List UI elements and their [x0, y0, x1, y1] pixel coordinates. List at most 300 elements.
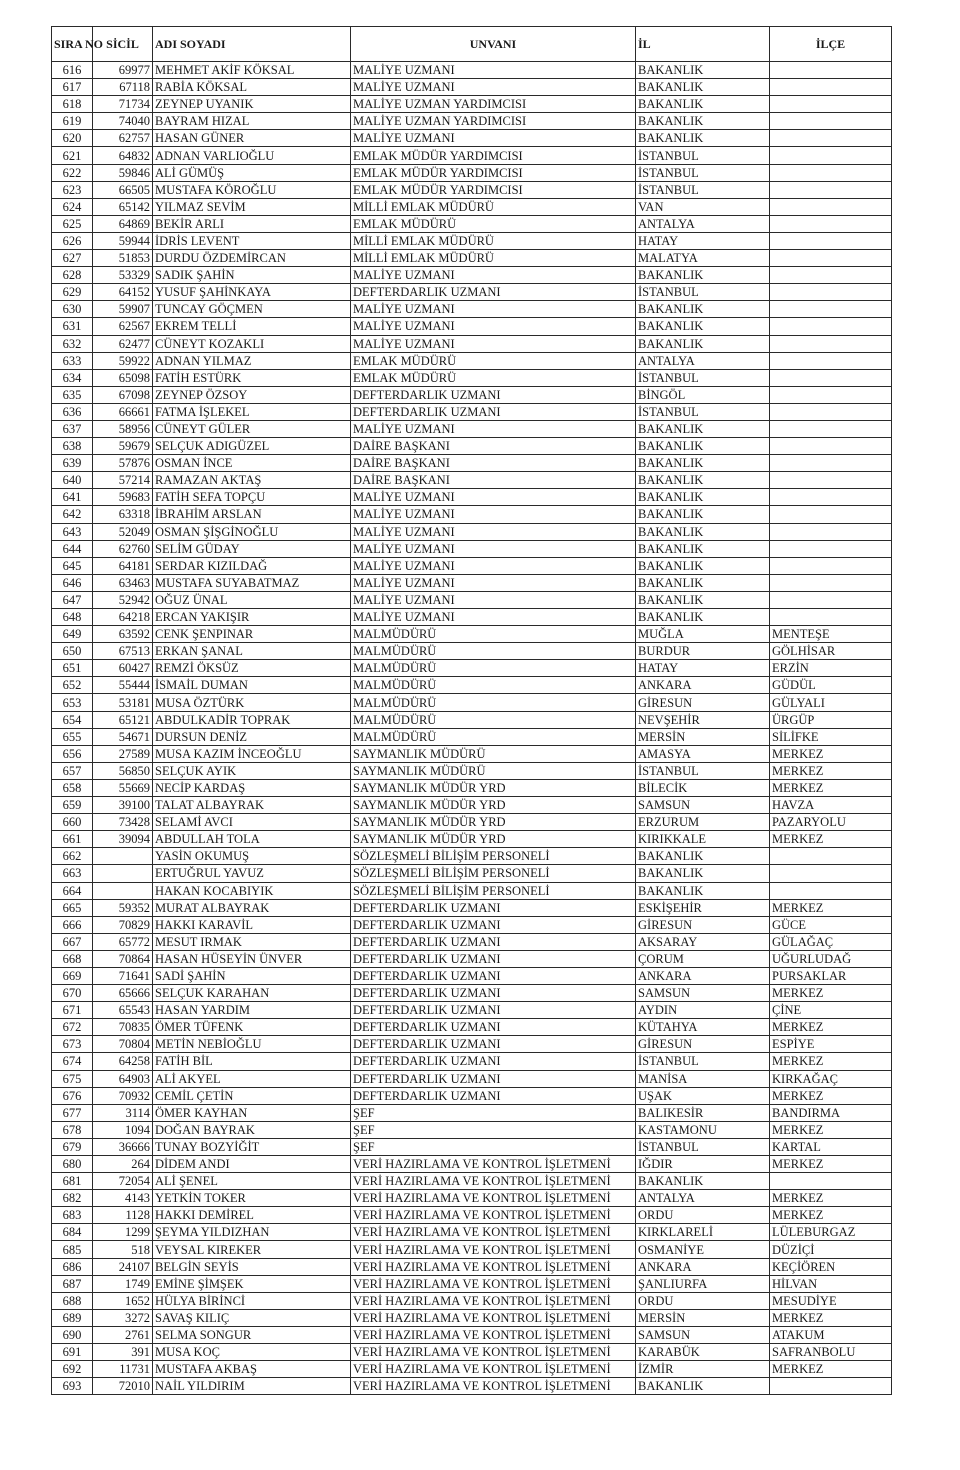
cell-ilce: [770, 523, 892, 540]
cell-unvani: MALİYE UZMANI: [351, 574, 636, 591]
cell-sira-no: 679: [52, 1138, 93, 1155]
cell-il: BAKANLIK: [636, 79, 770, 96]
cell-adi-soyadi: SADİ ŞAHİN: [153, 967, 351, 984]
cell-adi-soyadi: TUNAY BOZYİĞİT: [153, 1138, 351, 1155]
cell-sicil: [93, 882, 153, 899]
table-row: [52, 164, 892, 181]
cell-adi-soyadi: ERTUĞRUL YAVUZ: [153, 865, 351, 882]
cell-unvani: MALİYE UZMANI: [351, 506, 636, 523]
table-row: [52, 540, 892, 557]
table-row: [52, 250, 892, 267]
cell-adi-soyadi: ZEYNEP ÖZSOY: [153, 386, 351, 403]
cell-sicil: 3272: [93, 1309, 153, 1326]
cell-unvani: MALİYE UZMANI: [351, 130, 636, 147]
cell-il: AMASYA: [636, 745, 770, 762]
cell-il: GİRESUN: [636, 694, 770, 711]
cell-ilce: [770, 79, 892, 96]
cell-il: BİNGÖL: [636, 386, 770, 403]
cell-sicil: 57876: [93, 455, 153, 472]
cell-sira-no: 691: [52, 1344, 93, 1361]
cell-adi-soyadi: SELİM GÜDAY: [153, 540, 351, 557]
cell-ilce: MERKEZ: [770, 985, 892, 1002]
cell-il: ÇORUM: [636, 950, 770, 967]
cell-adi-soyadi: DOĞAN BAYRAK: [153, 1121, 351, 1138]
cell-adi-soyadi: CÜNEYT KOZAKLI: [153, 335, 351, 352]
cell-sicil: 60427: [93, 660, 153, 677]
cell-unvani: DEFTERDARLIK UZMANI: [351, 899, 636, 916]
cell-il: MERSİN: [636, 1309, 770, 1326]
cell-adi-soyadi: REMZİ ÖKSÜZ: [153, 660, 351, 677]
table-row: [52, 318, 892, 335]
cell-adi-soyadi: SELÇUK AYIK: [153, 762, 351, 779]
cell-adi-soyadi: BAYRAM HIZAL: [153, 113, 351, 130]
cell-sicil: 1094: [93, 1121, 153, 1138]
cell-unvani: MALİYE UZMANI: [351, 523, 636, 540]
cell-il: BAKANLIK: [636, 489, 770, 506]
cell-adi-soyadi: BELGİN SEYİS: [153, 1258, 351, 1275]
cell-sicil: 66661: [93, 403, 153, 420]
cell-ilce: GÜDÜL: [770, 677, 892, 694]
cell-unvani: DEFTERDARLIK UZMANI: [351, 916, 636, 933]
cell-adi-soyadi: SADIK ŞAHİN: [153, 267, 351, 284]
cell-sira-no: 622: [52, 164, 93, 181]
cell-ilce: [770, 1173, 892, 1190]
cell-sicil: 64218: [93, 609, 153, 626]
cell-sira-no: 657: [52, 762, 93, 779]
cell-unvani: MİLLİ EMLAK MÜDÜRÜ: [351, 198, 636, 215]
cell-adi-soyadi: ADNAN YILMAZ: [153, 352, 351, 369]
cell-sicil: 518: [93, 1241, 153, 1258]
cell-sicil: 64869: [93, 215, 153, 232]
cell-unvani: MİLLİ EMLAK MÜDÜRÜ: [351, 250, 636, 267]
table-row: [52, 438, 892, 455]
cell-sicil: 65142: [93, 198, 153, 215]
cell-ilce: [770, 113, 892, 130]
cell-il: BAKANLIK: [636, 62, 770, 79]
cell-unvani: VERİ HAZIRLAMA VE KONTROL İŞLETMENİ: [351, 1344, 636, 1361]
cell-sicil: 59352: [93, 899, 153, 916]
cell-il: KASTAMONU: [636, 1121, 770, 1138]
table-row: [52, 1173, 892, 1190]
cell-sicil: 67118: [93, 79, 153, 96]
cell-adi-soyadi: MURAT ALBAYRAK: [153, 899, 351, 916]
cell-ilce: KIRKAĞAÇ: [770, 1070, 892, 1087]
cell-ilce: [770, 472, 892, 489]
cell-adi-soyadi: ZEYNEP UYANIK: [153, 96, 351, 113]
table-row: [52, 386, 892, 403]
table-row: [52, 1121, 892, 1138]
cell-unvani: SÖZLEŞMELİ BİLİŞİM PERSONELİ: [351, 865, 636, 882]
cell-il: BAKANLIK: [636, 318, 770, 335]
cell-sicil: 24107: [93, 1258, 153, 1275]
cell-sicil: 67098: [93, 386, 153, 403]
cell-unvani: MALİYE UZMANI: [351, 335, 636, 352]
table-row: [52, 1309, 892, 1326]
table-row: [52, 147, 892, 164]
table-row: [52, 797, 892, 814]
table-row: [52, 660, 892, 677]
cell-unvani: VERİ HAZIRLAMA VE KONTROL İŞLETMENİ: [351, 1173, 636, 1190]
cell-unvani: MALİYE UZMANI: [351, 267, 636, 284]
cell-unvani: VERİ HAZIRLAMA VE KONTROL İŞLETMENİ: [351, 1292, 636, 1309]
cell-unvani: EMLAK MÜDÜRÜ: [351, 352, 636, 369]
cell-il: İSTANBUL: [636, 284, 770, 301]
cell-unvani: MALİYE UZMANI: [351, 489, 636, 506]
cell-sira-no: 650: [52, 643, 93, 660]
table-row: [52, 609, 892, 626]
cell-sira-no: 674: [52, 1053, 93, 1070]
cell-il: NEVŞEHİR: [636, 711, 770, 728]
cell-unvani: VERİ HAZIRLAMA VE KONTROL İŞLETMENİ: [351, 1190, 636, 1207]
cell-sicil: 64832: [93, 147, 153, 164]
cell-il: AKSARAY: [636, 933, 770, 950]
cell-sira-no: 618: [52, 96, 93, 113]
cell-unvani: MALİYE UZMAN YARDIMCISI: [351, 113, 636, 130]
table-row: [52, 489, 892, 506]
table-row: [52, 472, 892, 489]
cell-sicil: 74040: [93, 113, 153, 130]
cell-sira-no: 654: [52, 711, 93, 728]
cell-sira-no: 655: [52, 728, 93, 745]
table-row: [52, 950, 892, 967]
cell-unvani: DEFTERDARLIK UZMANI: [351, 933, 636, 950]
cell-unvani: MALMÜDÜRÜ: [351, 660, 636, 677]
cell-sira-no: 687: [52, 1275, 93, 1292]
cell-unvani: EMLAK MÜDÜR YARDIMCISI: [351, 147, 636, 164]
cell-adi-soyadi: SELAMİ AVCI: [153, 814, 351, 831]
cell-il: BAKANLIK: [636, 301, 770, 318]
table-row: [52, 1275, 892, 1292]
cell-adi-soyadi: METİN NEBİOĞLU: [153, 1036, 351, 1053]
cell-unvani: MİLLİ EMLAK MÜDÜRÜ: [351, 232, 636, 249]
cell-adi-soyadi: MUSTAFA AKBAŞ: [153, 1361, 351, 1378]
cell-sira-no: 647: [52, 591, 93, 608]
cell-il: KARABÜK: [636, 1344, 770, 1361]
cell-sicil: 73428: [93, 814, 153, 831]
cell-sira-no: 688: [52, 1292, 93, 1309]
header-ilce: İLÇE: [770, 27, 892, 62]
cell-sira-no: 627: [52, 250, 93, 267]
cell-sira-no: 645: [52, 557, 93, 574]
cell-ilce: LÜLEBURGAZ: [770, 1224, 892, 1241]
cell-sira-no: 623: [52, 181, 93, 198]
cell-ilce: MERKEZ: [770, 899, 892, 916]
cell-adi-soyadi: FATİH SEFA TOPÇU: [153, 489, 351, 506]
cell-sira-no: 658: [52, 779, 93, 796]
cell-adi-soyadi: HASAN HÜSEYİN ÜNVER: [153, 950, 351, 967]
cell-sicil: 59846: [93, 164, 153, 181]
cell-sicil: 65121: [93, 711, 153, 728]
cell-il: İSTANBUL: [636, 369, 770, 386]
cell-adi-soyadi: FATMA İŞLEKEL: [153, 403, 351, 420]
table-row: [52, 1378, 892, 1395]
cell-sicil: 62760: [93, 540, 153, 557]
table-row: [52, 1053, 892, 1070]
cell-ilce: MERKEZ: [770, 1053, 892, 1070]
cell-sicil: 72010: [93, 1378, 153, 1395]
table-row: [52, 369, 892, 386]
cell-il: BAKANLIK: [636, 1173, 770, 1190]
cell-il: ANKARA: [636, 677, 770, 694]
cell-unvani: MALMÜDÜRÜ: [351, 626, 636, 643]
cell-sicil: 70932: [93, 1087, 153, 1104]
cell-sicil: 64152: [93, 284, 153, 301]
cell-sira-no: 628: [52, 267, 93, 284]
cell-unvani: MALİYE UZMANI: [351, 591, 636, 608]
cell-il: BAKANLIK: [636, 455, 770, 472]
cell-il: İSTANBUL: [636, 181, 770, 198]
cell-unvani: VERİ HAZIRLAMA VE KONTROL İŞLETMENİ: [351, 1156, 636, 1173]
cell-sira-no: 635: [52, 386, 93, 403]
cell-ilce: [770, 557, 892, 574]
cell-adi-soyadi: MEHMET AKİF KÖKSAL: [153, 62, 351, 79]
table-row: [52, 762, 892, 779]
cell-il: BAKANLIK: [636, 438, 770, 455]
cell-adi-soyadi: SELÇUK KARAHAN: [153, 985, 351, 1002]
cell-ilce: [770, 198, 892, 215]
cell-ilce: MERKEZ: [770, 1087, 892, 1104]
cell-sira-no: 651: [52, 660, 93, 677]
cell-sira-no: 646: [52, 574, 93, 591]
cell-sira-no: 676: [52, 1087, 93, 1104]
cell-ilce: DÜZİÇİ: [770, 1241, 892, 1258]
cell-unvani: SÖZLEŞMELİ BİLİŞİM PERSONELİ: [351, 882, 636, 899]
cell-il: İSTANBUL: [636, 403, 770, 420]
cell-sicil: 1128: [93, 1207, 153, 1224]
cell-adi-soyadi: YILMAZ SEVİM: [153, 198, 351, 215]
cell-il: ANKARA: [636, 1258, 770, 1275]
cell-ilce: HAVZA: [770, 797, 892, 814]
cell-adi-soyadi: TALAT ALBAYRAK: [153, 797, 351, 814]
cell-sira-no: 621: [52, 147, 93, 164]
cell-ilce: SİLİFKE: [770, 728, 892, 745]
cell-sira-no: 661: [52, 831, 93, 848]
cell-ilce: MERKEZ: [770, 779, 892, 796]
table-row: [52, 1036, 892, 1053]
cell-sicil: 65772: [93, 933, 153, 950]
cell-sira-no: 666: [52, 916, 93, 933]
table-row: [52, 130, 892, 147]
cell-adi-soyadi: CENK ŞENPINAR: [153, 626, 351, 643]
cell-il: ŞANLIURFA: [636, 1275, 770, 1292]
cell-unvani: DAİRE BAŞKANI: [351, 472, 636, 489]
cell-sicil: 3114: [93, 1104, 153, 1121]
cell-sicil: 53329: [93, 267, 153, 284]
cell-il: İSTANBUL: [636, 762, 770, 779]
cell-ilce: MERKEZ: [770, 1361, 892, 1378]
cell-il: BAKANLIK: [636, 523, 770, 540]
cell-ilce: ÇİNE: [770, 1002, 892, 1019]
cell-ilce: ERZİN: [770, 660, 892, 677]
cell-sicil: 63318: [93, 506, 153, 523]
cell-sira-no: 681: [52, 1173, 93, 1190]
cell-il: İSTANBUL: [636, 147, 770, 164]
cell-unvani: MALİYE UZMANI: [351, 557, 636, 574]
cell-il: BAKANLIK: [636, 472, 770, 489]
cell-adi-soyadi: ALİ AKYEL: [153, 1070, 351, 1087]
cell-unvani: MALMÜDÜRÜ: [351, 694, 636, 711]
cell-sira-no: 642: [52, 506, 93, 523]
cell-sicil: 1652: [93, 1292, 153, 1309]
cell-adi-soyadi: EMİNE ŞİMŞEK: [153, 1275, 351, 1292]
cell-unvani: DEFTERDARLIK UZMANI: [351, 1036, 636, 1053]
table-row: [52, 899, 892, 916]
cell-sira-no: 624: [52, 198, 93, 215]
cell-il: BAKANLIK: [636, 506, 770, 523]
cell-unvani: DEFTERDARLIK UZMANI: [351, 985, 636, 1002]
cell-sira-no: 659: [52, 797, 93, 814]
cell-ilce: KARTAL: [770, 1138, 892, 1155]
cell-il: BALIKESİR: [636, 1104, 770, 1121]
cell-ilce: ÜRGÜP: [770, 711, 892, 728]
table-row: [52, 1361, 892, 1378]
cell-il: BAKANLIK: [636, 420, 770, 437]
table-row: [52, 626, 892, 643]
cell-ilce: UĞURLUDAĞ: [770, 950, 892, 967]
cell-sira-no: 667: [52, 933, 93, 950]
table-row: [52, 643, 892, 660]
cell-il: BAKANLIK: [636, 557, 770, 574]
cell-unvani: VERİ HAZIRLAMA VE KONTROL İŞLETMENİ: [351, 1258, 636, 1275]
cell-sira-no: 672: [52, 1019, 93, 1036]
cell-adi-soyadi: HASAN GÜNER: [153, 130, 351, 147]
cell-adi-soyadi: MUSTAFA KÖROĞLU: [153, 181, 351, 198]
cell-sicil: 63592: [93, 626, 153, 643]
cell-il: SAMSUN: [636, 797, 770, 814]
cell-unvani: MALMÜDÜRÜ: [351, 728, 636, 745]
table-row: [52, 506, 892, 523]
cell-sira-no: 639: [52, 455, 93, 472]
cell-unvani: EMLAK MÜDÜRÜ: [351, 369, 636, 386]
cell-il: GİRESUN: [636, 916, 770, 933]
cell-sicil: 66505: [93, 181, 153, 198]
cell-sira-no: 690: [52, 1326, 93, 1343]
cell-il: BAKANLIK: [636, 267, 770, 284]
cell-ilce: GÖLHİSAR: [770, 643, 892, 660]
cell-adi-soyadi: DURSUN DENİZ: [153, 728, 351, 745]
cell-sira-no: 680: [52, 1156, 93, 1173]
table-row: [52, 728, 892, 745]
cell-adi-soyadi: OĞUZ ÜNAL: [153, 591, 351, 608]
cell-ilce: MERKEZ: [770, 762, 892, 779]
cell-adi-soyadi: ALİ GÜMÜŞ: [153, 164, 351, 181]
cell-ilce: MERKEZ: [770, 1190, 892, 1207]
cell-sira-no: 652: [52, 677, 93, 694]
cell-adi-soyadi: RABİA KÖKSAL: [153, 79, 351, 96]
cell-adi-soyadi: MUSA KAZIM İNCEOĞLU: [153, 745, 351, 762]
cell-sicil: 52049: [93, 523, 153, 540]
cell-adi-soyadi: MESUT IRMAK: [153, 933, 351, 950]
cell-sicil: 57214: [93, 472, 153, 489]
cell-unvani: DEFTERDARLIK UZMANI: [351, 1019, 636, 1036]
cell-sicil: [93, 865, 153, 882]
cell-unvani: VERİ HAZIRLAMA VE KONTROL İŞLETMENİ: [351, 1326, 636, 1343]
cell-unvani: VERİ HAZIRLAMA VE KONTROL İŞLETMENİ: [351, 1378, 636, 1395]
table-header-row: [52, 27, 892, 62]
cell-sira-no: 641: [52, 489, 93, 506]
cell-unvani: ŞEF: [351, 1121, 636, 1138]
cell-sira-no: 630: [52, 301, 93, 318]
cell-sira-no: 683: [52, 1207, 93, 1224]
cell-sira-no: 668: [52, 950, 93, 967]
cell-il: ANTALYA: [636, 352, 770, 369]
header-sira-no: SIRA NO: [52, 27, 93, 62]
cell-sira-no: 633: [52, 352, 93, 369]
cell-sicil: 39094: [93, 831, 153, 848]
cell-sira-no: 643: [52, 523, 93, 540]
cell-il: KIRIKKALE: [636, 831, 770, 848]
cell-il: BAKANLIK: [636, 96, 770, 113]
cell-ilce: [770, 301, 892, 318]
header-il: İL: [636, 27, 770, 62]
cell-unvani: SAYMANLIK MÜDÜR YRD: [351, 779, 636, 796]
cell-ilce: [770, 130, 892, 147]
table-row: [52, 1292, 892, 1309]
cell-ilce: [770, 232, 892, 249]
cell-sira-no: 682: [52, 1190, 93, 1207]
table-row: [52, 1258, 892, 1275]
cell-il: SAMSUN: [636, 985, 770, 1002]
cell-ilce: PURSAKLAR: [770, 967, 892, 984]
cell-ilce: [770, 591, 892, 608]
cell-adi-soyadi: VEYSAL KIREKER: [153, 1241, 351, 1258]
cell-sira-no: 686: [52, 1258, 93, 1275]
cell-unvani: EMLAK MÜDÜRÜ: [351, 215, 636, 232]
cell-adi-soyadi: FATİH ESTÜRK: [153, 369, 351, 386]
table-row: [52, 1344, 892, 1361]
table-row: [52, 113, 892, 130]
cell-sira-no: 669: [52, 967, 93, 984]
cell-unvani: VERİ HAZIRLAMA VE KONTROL İŞLETMENİ: [351, 1207, 636, 1224]
cell-unvani: DEFTERDARLIK UZMANI: [351, 967, 636, 984]
cell-ilce: ESPİYE: [770, 1036, 892, 1053]
table-row: [52, 711, 892, 728]
cell-adi-soyadi: NAİL YILDIRIM: [153, 1378, 351, 1395]
cell-unvani: SAYMANLIK MÜDÜRÜ: [351, 745, 636, 762]
cell-sira-no: 648: [52, 609, 93, 626]
cell-ilce: [770, 609, 892, 626]
cell-ilce: SAFRANBOLU: [770, 1344, 892, 1361]
cell-sira-no: 670: [52, 985, 93, 1002]
cell-il: BAKANLIK: [636, 574, 770, 591]
cell-unvani: VERİ HAZIRLAMA VE KONTROL İŞLETMENİ: [351, 1275, 636, 1292]
cell-il: BAKANLIK: [636, 591, 770, 608]
cell-il: KÜTAHYA: [636, 1019, 770, 1036]
cell-sicil: 69977: [93, 62, 153, 79]
table-body: [52, 62, 892, 1395]
cell-sira-no: 685: [52, 1241, 93, 1258]
cell-ilce: MESUDİYE: [770, 1292, 892, 1309]
cell-il: İSTANBUL: [636, 164, 770, 181]
cell-ilce: GÜLYALI: [770, 694, 892, 711]
cell-unvani: MALİYE UZMANI: [351, 540, 636, 557]
cell-ilce: [770, 335, 892, 352]
cell-ilce: BANDIRMA: [770, 1104, 892, 1121]
cell-il: KIRKLARELİ: [636, 1224, 770, 1241]
cell-sicil: 58956: [93, 420, 153, 437]
cell-il: BAKANLIK: [636, 848, 770, 865]
table-row: [52, 1087, 892, 1104]
cell-il: MALATYA: [636, 250, 770, 267]
cell-unvani: SAYMANLIK MÜDÜR YRD: [351, 814, 636, 831]
cell-adi-soyadi: DİDEM ANDI: [153, 1156, 351, 1173]
cell-il: BAKANLIK: [636, 335, 770, 352]
table-row: [52, 1070, 892, 1087]
table-row: [52, 557, 892, 574]
cell-il: BAKANLIK: [636, 113, 770, 130]
table-row: [52, 62, 892, 79]
cell-sicil: 59922: [93, 352, 153, 369]
